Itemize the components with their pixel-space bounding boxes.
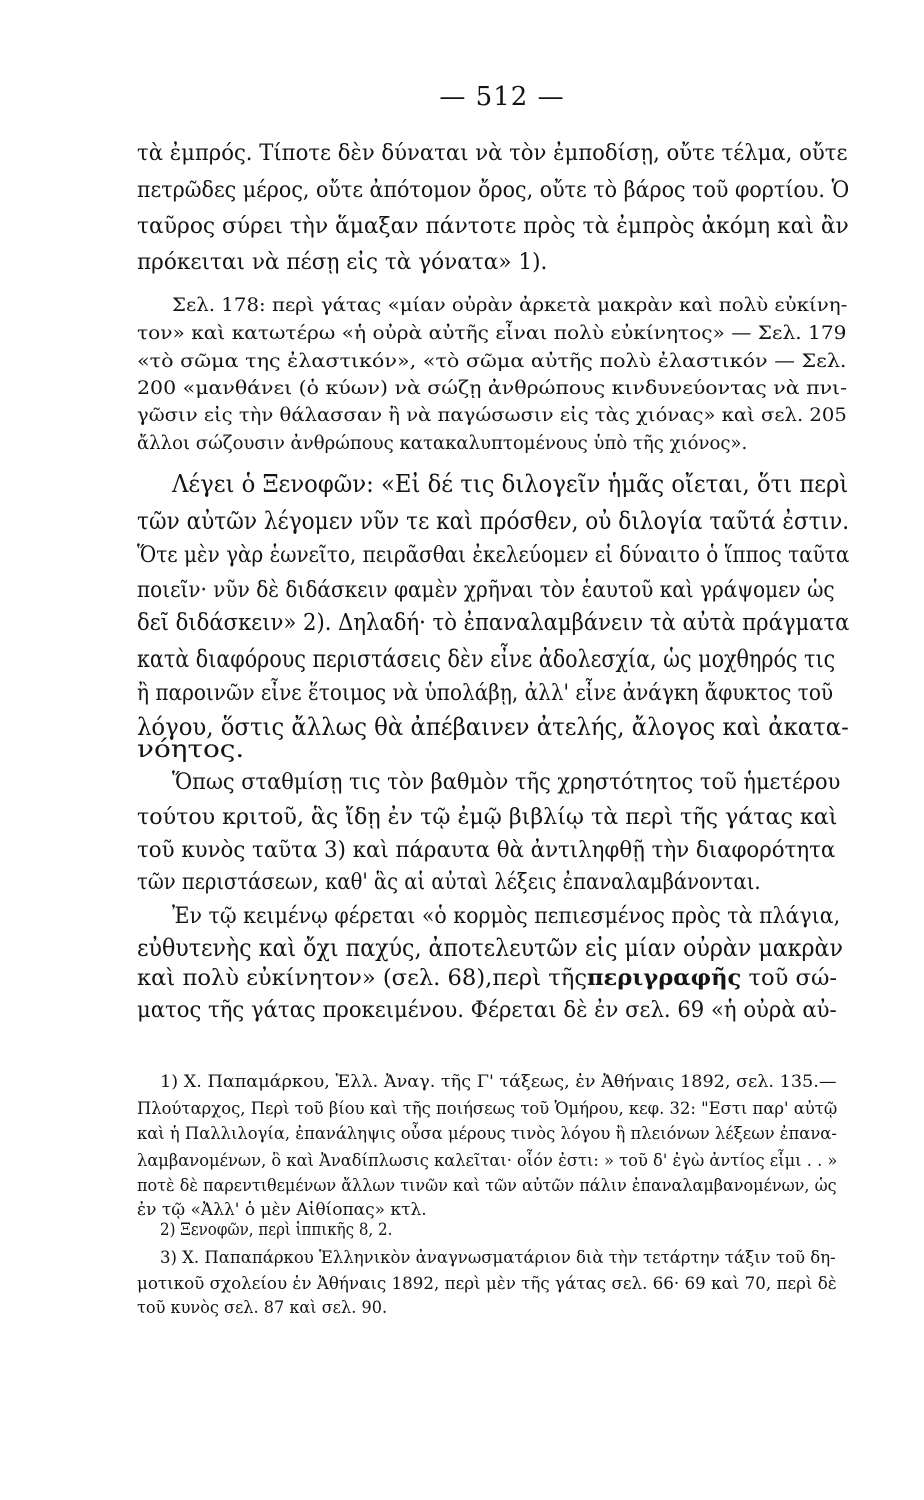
text-line: λόγου, ὅστις ἄλλως θὰ ἀπέβαινεν ἀτελής, ἄλογος καὶ ἀκατα- bbox=[137, 713, 849, 741]
text-line: κατὰ διαφόρους περιστάσεις δὲν εἶνε ἀδολεσχία, ὡς μοχθηρός τις bbox=[137, 645, 836, 673]
text-line: ποιεῖν· νῦν δὲ διδάσκειν φαμὲν χρῆναι τὸν ἑαυτοῦ καὶ γράψομεν ὡς bbox=[137, 578, 835, 603]
text-line: πρόκειται νὰ πέσῃ εἰς τὰ γόνατα» 1). bbox=[137, 250, 548, 275]
text-line: ταῦρος σύρει τὴν ἅμαξαν πάντοτε πρὸς τὰ ἐμπρὸς ἀκόμη καὶ ἂν bbox=[137, 214, 849, 239]
text-line: 200 «μανθάνει (ὁ κύων) νὰ σώζῃ ἀνθρώπους κινδυνεύοντας νὰ πνι- bbox=[137, 377, 848, 399]
text-line: πετρῶδες μέρος, οὔτε ἀπότομον ὄρος, οὔτε τὸ βάρος τοῦ φορτίου. Ὁ bbox=[137, 178, 850, 203]
text-line: τῶν αὐτῶν λέγομεν νῦν τε καὶ πρόσθεν, οὐ διλογία ταῦτά ἐστιν. bbox=[137, 507, 850, 535]
footnote-line: μοτικοῦ σχολείου ἐν Ἀθήναις 1892, περὶ μὲν τῆς γάτας σελ. 66· 69 καὶ 70, περὶ δὲ bbox=[137, 1274, 837, 1294]
text-line bbox=[137, 965, 837, 991]
text-line: ματος τῆς γάτας προκειμένου. Φέρεται δὲ ἐν σελ. 69 «ἡ οὐρὰ αὐ- bbox=[137, 998, 837, 1023]
footnote-line: ποτὲ δὲ παρεντιθεμένων ἄλλων τινῶν καὶ τῶν αὐτῶν πάλιν ἐπαναλαμβανομένων, ὡς bbox=[137, 1176, 837, 1196]
page-number: — 512 — bbox=[439, 82, 565, 112]
text-line: Ὅπως σταθμίσῃ τις τὸν βαθμὸν τῆς χρηστότητος τοῦ ἡμετέρου bbox=[172, 770, 841, 795]
text-line: τῶν περιστάσεων, καθ' ἃς αἱ αὐταὶ λέξεις ἐπαναλαμβάνονται. bbox=[137, 870, 761, 895]
footnote-line: λαμβανομένων, ὃ καὶ Ἀναδίπλωσις καλεῖται· οἷόν ἐστι: » τοῦ δ' ἐγὼ ἀντίος εἶμι . . » bbox=[137, 1151, 838, 1171]
text-line: τοῦ κυνὸς ταῦτα 3) καὶ πάραυτα θὰ ἀντιληφθῇ τὴν διαφορότητα bbox=[137, 838, 836, 863]
footnote-line: ἐν τῷ «Ἀλλ' ὁ μὲν Αἰθίοπας» κτλ. bbox=[137, 1200, 427, 1220]
footnote-line: 3) Χ. Παπαπάρκου Ἑλληνικὸν ἀναγνωσματάριον διὰ τὴν τετάρτην τάξιν τοῦ δη- bbox=[160, 1248, 836, 1268]
text-line: νόητος. bbox=[137, 735, 245, 763]
text-line: τούτου κριτοῦ, ἃς ἴδῃ ἐν τῷ ἐμῷ βιβλίῳ τὰ περὶ τῆς γάτας καὶ bbox=[137, 805, 838, 830]
text-line: ἢ παροινῶν εἶνε ἕτοιμος νὰ ὑπολάβῃ, ἀλλ' εἶνε ἀνάγκη ἄφυκτος τοῦ bbox=[137, 681, 834, 706]
text-line: Ἐν τῷ κειμένῳ φέρεται «ὁ κορμὸς πεπιεσμένος πρὸς τὰ πλάγια, bbox=[172, 904, 841, 929]
text-run: τοῦ σώ- bbox=[741, 966, 838, 991]
footnote-line: τοῦ κυνὸς σελ. 87 καὶ σελ. 90. bbox=[137, 1298, 388, 1318]
emphasis-word: περιγραφῆς bbox=[586, 965, 742, 991]
footnote-line: 2) Ξενοφῶν, περὶ ἱππικῆς 8, 2. bbox=[160, 1220, 393, 1240]
text-line: τὰ ἐμπρός. Τίποτε δὲν δύναται νὰ τὸν ἐμποδίσῃ, οὔτε τέλμα, οὔτε bbox=[137, 141, 848, 166]
text-line: γῶσιν εἰς τὴν θάλασσαν ἢ νὰ παγώσωσιν εἰς τὰς χιόνας» καὶ σελ. 205 bbox=[137, 404, 847, 426]
text-line: «τὸ σῶμα της ἐλαστικόν», «τὸ σῶμα αὐτῆς πολὺ ἐλαστικόν — Σελ. bbox=[137, 350, 847, 372]
text-line: εὐθυτενὴς καὶ ὄχι παχύς, ἀποτελευτῶν εἰς μίαν οὐρὰν μακρὰν bbox=[137, 934, 843, 962]
text-line: τον» καὶ κατωτέρω «ἡ οὐρὰ αὐτῆς εἶναι πολὺ εὐκίνητος» — Σελ. 179 bbox=[137, 322, 847, 344]
text-line: Ὅτε μὲν γὰρ ἑωνεῖτο, πειρᾶσθαι ἐκελεύομεν εἰ δύναιτο ὁ ἵππος ταῦτα bbox=[137, 543, 850, 568]
text-line: Σελ. 178: περὶ γάτας «μίαν οὐρὰν ἀρκετὰ μακρὰν καὶ πολὺ εὐκίνη- bbox=[172, 294, 848, 316]
text-run: καὶ πολὺ εὐκίνητον» (σελ. 68),περὶ τῆς bbox=[137, 966, 587, 991]
footnote-line: 1) Χ. Παπαμάρκου, Ἑλλ. Ἀναγ. τῆς Γ' τάξεως, ἐν Ἀθήναις 1892, σελ. 135.— bbox=[160, 1072, 837, 1092]
text-line: ἄλλοι σώζουσιν ἀνθρώπους κατακαλυπτομένους ὑπὸ τῆς χιόνος». bbox=[137, 432, 748, 454]
footnote-line: Πλούταρχος, Περὶ τοῦ βίου καὶ τῆς ποιήσεως τοῦ Ὁμήρου, κεφ. 32: "Εστι παρ' αὐτῷ bbox=[137, 1099, 838, 1119]
text-line: δεῖ διδάσκειν» 2). Δηλαδή· τὸ ἐπαναλαμβάνειν τὰ αὐτὰ πράγματα bbox=[137, 610, 850, 636]
text-line: Λέγει ὁ Ξενοφῶν: «Εἰ δέ τις διλογεῖν ἡμᾶς οἴεται, ὅτι περὶ bbox=[172, 470, 849, 498]
footnote-line: καὶ ἡ Παλλιλογία, ἐπανάληψις οὖσα μέρους τινὸς λόγου ἢ πλειόνων λέξεων ἐπανα- bbox=[137, 1124, 837, 1144]
